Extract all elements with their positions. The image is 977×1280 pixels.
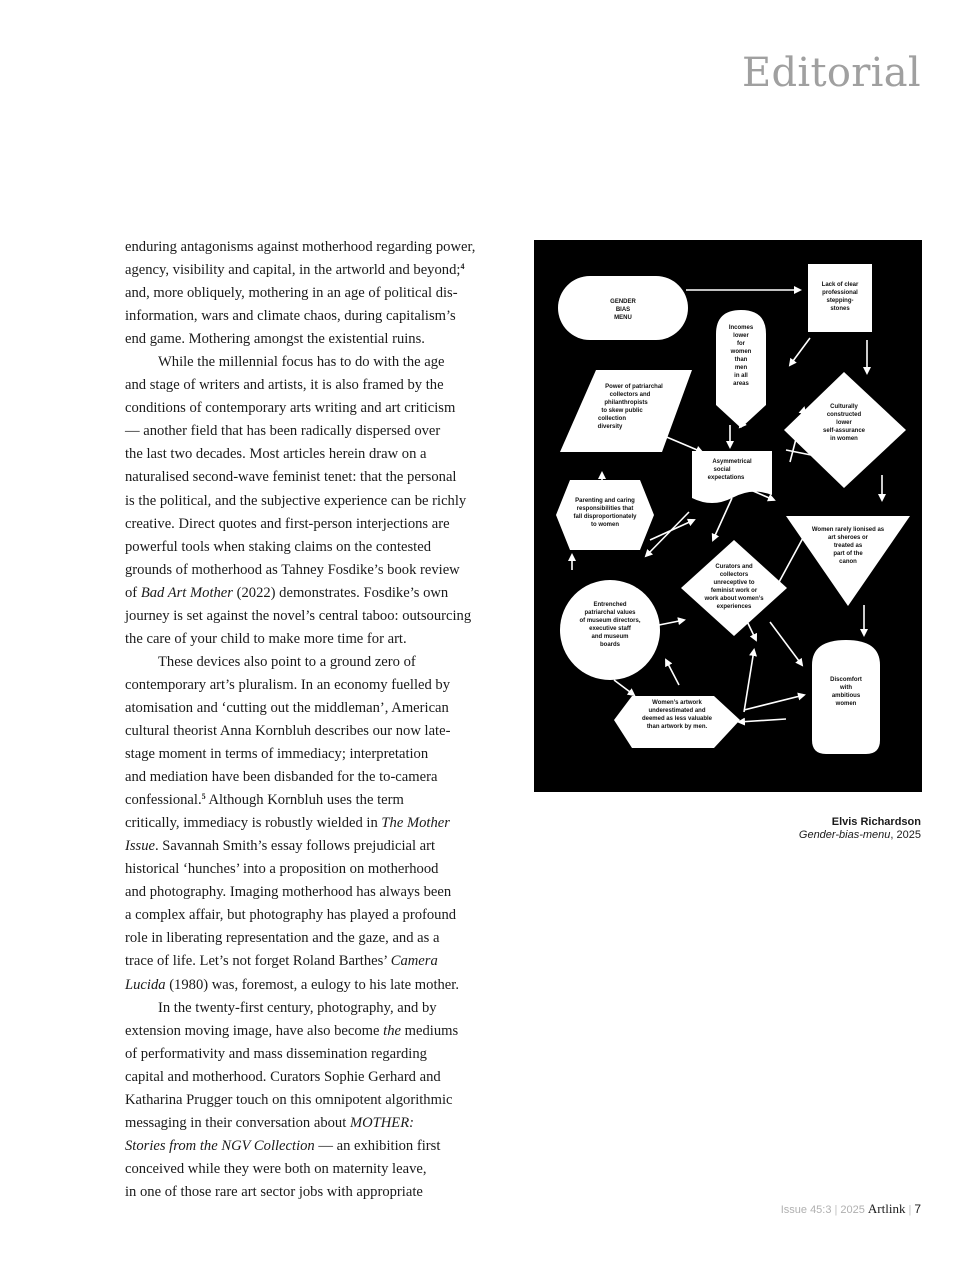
text-line: the last two decades. Most articles herein draw on a: [125, 446, 427, 463]
magazine-name: Artlink: [867, 1201, 906, 1216]
text-line: extension moving image, have also become the mediums: [125, 1022, 459, 1039]
text-line: contemporary art’s pluralism. In an economy fuelled by: [125, 676, 451, 693]
text-line: in one of those rare art sector jobs with appropriate: [125, 1183, 423, 1200]
svg-text:Asymmetricalsocialexpectations: Asymmetrical social expectations: [707, 459, 752, 481]
issue-year: 2025: [840, 1204, 865, 1216]
artwork-gender-bias-menu: [534, 240, 922, 792]
text-line: cultural theorist Anna Kornbluh describes our now late-: [125, 722, 451, 739]
text-line: — another field that has been radically dispersed over: [125, 423, 441, 440]
node-discomfort-ambitious-women: [812, 640, 880, 754]
svg-text:GENDERBIASMENU: GENDER BIAS MENU: [610, 299, 636, 321]
text-line: Stories from the NGV Collection — an exhibition first: [125, 1137, 441, 1154]
text-line: messaging in their conversation about MOTHER:: [125, 1114, 414, 1131]
node-women-rarely-lionised: [786, 516, 910, 606]
footnote-ref[interactable]: 5: [201, 792, 206, 802]
caption-title: Gender-bias-menu: [798, 829, 891, 841]
text-line: Issue. Savannah Smith’s essay follows prejudicial art: [125, 838, 436, 855]
caption-work: [799, 829, 921, 842]
node-culturally-constructed: [784, 372, 906, 488]
text-line: and mediation have been disbanded for the to-camera: [125, 769, 438, 786]
text-line: Lucida (1980) was, foremost, a eulogy to his late mother.: [125, 976, 459, 993]
text-line: and photography. Imaging motherhood has always been: [125, 884, 452, 901]
text-line: of Bad Art Mother (2022) demonstrates. Fosdike’s own: [125, 584, 449, 601]
text-line: and, more obliquely, mothering in an age of political dis-: [125, 285, 458, 302]
text-line: conceived while they were both on maternity leave,: [125, 1160, 427, 1177]
text-line: journey is set against the novel’s central taboo: outsourcing: [125, 607, 472, 624]
text-line: information, wars and climate chaos, during capitalism’s: [125, 308, 456, 325]
text-line: conditions of contemporary arts writing and art criticism: [125, 400, 456, 417]
exhibition-title: MOTHER:: [349, 1114, 414, 1131]
artwork-caption: [799, 816, 921, 842]
text-line: agency, visibility and capital, in the artworld and beyond;$^4$: [125, 262, 465, 279]
footer-divider: |: [834, 1204, 838, 1216]
text-line: capital and motherhood. Curators Sophie Gerhard and: [125, 1068, 441, 1085]
publication-title: The Mother: [381, 815, 450, 832]
text-line: creative. Direct quotes and first-person interjections are: [125, 515, 450, 532]
exhibition-title: Stories from the NGV Collection: [125, 1137, 315, 1154]
text-line: While the millennial focus has to do with the age: [158, 354, 445, 371]
text-line: confessional.$^5$ Although Kornbluh uses the term: [125, 792, 404, 809]
publication-title: Issue: [125, 838, 155, 855]
text-line: the care of your child to make more time for art.: [125, 630, 407, 647]
text-line: end game. Mothering amongst the existential ruins.: [125, 331, 425, 348]
svg-text:Incomeslowerforwomenthanmenin: Incomes lower for women than men in all areas: [728, 325, 754, 387]
page-number: 7: [914, 1202, 921, 1216]
text-line: role in liberating representation and the gaze, and as a: [125, 930, 440, 947]
text-line: In the twenty-first century, photography, and by: [158, 999, 437, 1016]
text-line: atomisation and ‘cutting out the middleman’, American: [125, 699, 449, 716]
node-womens-artwork-underestimated: [614, 696, 740, 748]
node-curators-and-collectors: [681, 540, 787, 636]
node-asymmetrical-social-expectations: [692, 451, 772, 503]
svg-text:Women rarely lionised asart sh: Women rarely lionised as art sheroes or treated as part of the canon: [811, 527, 885, 565]
text-line: of performativity and mass dissemination regarding: [125, 1045, 427, 1062]
article-body: [125, 236, 525, 1204]
text-line: powerful tools when staking claims on the contested: [125, 538, 431, 555]
book-title: Lucida: [125, 976, 166, 993]
node-gender-bias-menu: [558, 276, 688, 340]
text-line: trace of life. Let’s not forget Roland Barthes’ Camera: [125, 953, 438, 970]
book-title: Camera: [390, 953, 438, 970]
text-line: critically, immediacy is robustly wielded in The Mother: [125, 815, 450, 832]
text-line: Katharina Prugger touch on this omnipotent algorithmic: [125, 1091, 453, 1108]
text-line: stage moment in terms of immediacy; interpretation: [125, 746, 429, 763]
section-title: Editorial: [741, 50, 921, 96]
text-line: historical ‘hunches’ into a proposition on motherhood: [125, 861, 439, 878]
page-footer: [781, 1201, 921, 1217]
text-line: grounds of motherhood as Tahney Fosdike’s book review: [125, 561, 460, 578]
node-lack-of-clear-stepping-stones: [808, 264, 872, 332]
svg-text:Women’s artworkunderestimated: Women’s artwork underestimated and deemed as less valuable than artwork by men.: [641, 700, 713, 730]
svg-text:Discomfortwithambitiouswomen: Discomfort with ambitious women: [830, 677, 862, 707]
svg-text:Parenting and caringresponsibi: Parenting and caring responsibilities that fall disproportionately to women: [573, 498, 637, 528]
text-line: is the political, and the subjective experience can be richly: [125, 492, 467, 509]
svg-text:Lack of clearprofessionalstepp: Lack of clear professional stepping-stones: [821, 282, 859, 312]
text-line: enduring antagonisms against motherhood regarding power,: [125, 239, 476, 255]
emphasis: the: [383, 1022, 401, 1039]
text-line: These devices also point to a ground zero of: [158, 653, 416, 670]
footer-divider: |: [908, 1204, 912, 1216]
caption-year: , 2025: [890, 829, 921, 841]
text-line: naturalised second-wave feminist tenet: that the personal: [125, 469, 457, 486]
footnote-ref[interactable]: 4: [460, 262, 465, 272]
issue-number: Issue 45:3: [780, 1204, 832, 1216]
text-line: a complex affair, but photography has played a profound: [125, 907, 457, 924]
svg-text:Curators andcollectorsunrecept: Curators and collectors unreceptive to feminist work or work about women’s experiences: [704, 564, 764, 610]
svg-text:Entrenchedpatriarchal valuesof: Entrenched patriarchal values of museum directors, executive staff and museum boards: [579, 602, 641, 648]
text-line: and stage of writers and artists, it is also framed by the: [125, 377, 444, 394]
node-parenting-and-caring: [556, 480, 654, 550]
book-title: Bad Art Mother: [140, 584, 233, 601]
node-incomes-lower: [716, 310, 766, 428]
node-entrenched-patriarchal-values: [560, 580, 660, 680]
svg-text:Power of patriarchalcollectors: Power of patriarchal collectors and philanthropists to skew public collection diversity: [597, 384, 663, 430]
svg-text:Culturallyconstructedlowerself: Culturally constructed lower self-assurance in women: [822, 404, 866, 442]
caption-artist: Elvis Richardson: [831, 816, 921, 828]
